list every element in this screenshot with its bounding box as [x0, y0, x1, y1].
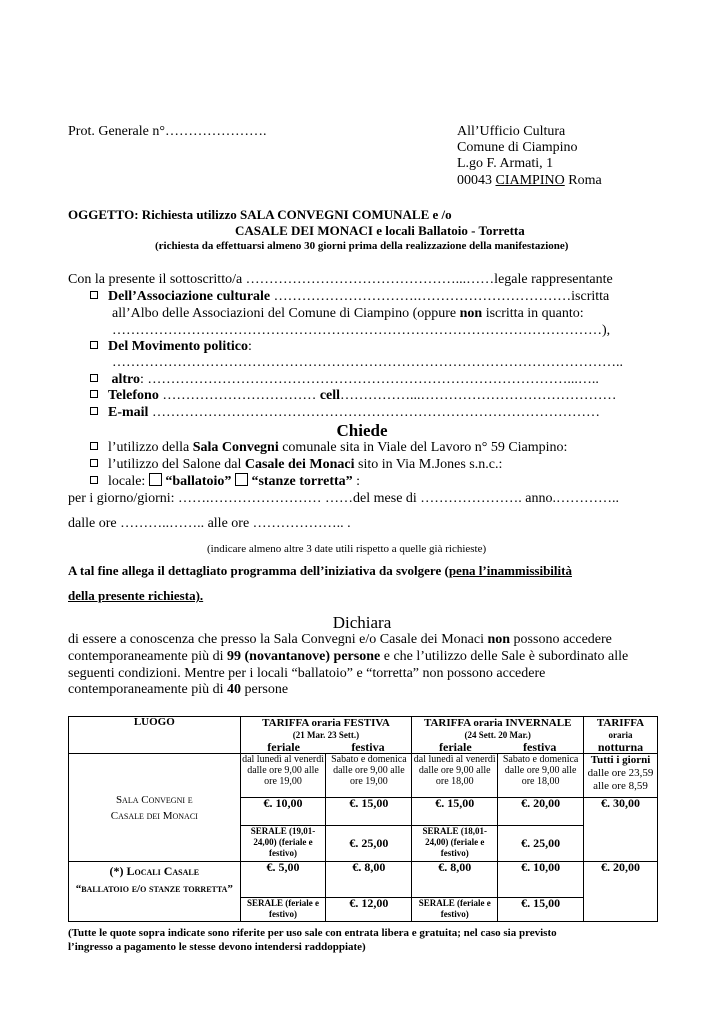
- venue-sala-casale: [69, 754, 241, 862]
- attachment-text: A tal fine allega il dettagliato programma dell’iniziativa da svolgere (: [68, 563, 449, 578]
- other-field[interactable]: : ………………………………………………………………………………...…..: [140, 372, 599, 387]
- price-cell: €. 25,00: [498, 826, 584, 862]
- phone-field[interactable]: ……………………………: [158, 388, 320, 403]
- venue-name: Casale dei Monaci: [110, 809, 198, 822]
- header-invernale-period: (24 Sett. 20 Mar.): [464, 730, 531, 740]
- declaration-line-4: [68, 682, 288, 698]
- movement-line: [90, 339, 252, 355]
- price-cell: €. 20,00: [584, 862, 658, 922]
- association-field[interactable]: ………………………….……………………………iscritta: [270, 289, 610, 304]
- checkbox-ballatoio[interactable]: [149, 473, 162, 486]
- price-cell: €. 10,00: [498, 862, 584, 898]
- dates-field[interactable]: per i giorno/giorni: …….…………………… ……del mese di …………………. anno.…………..: [68, 491, 620, 506]
- request-venue: Sala Convegni: [192, 440, 279, 455]
- declaration-text: contemporaneamente più di: [68, 649, 227, 664]
- header-notturna-oraria: oraria: [608, 730, 633, 740]
- declaration-capacity: 40: [227, 682, 241, 697]
- hours-cell: dal lunedì al venerdì dalle ore 9,00 alle ore 18,00: [412, 754, 498, 798]
- albo-line: [112, 306, 584, 322]
- subject-note: (richiesta da effettuarsi almeno 30 giorni prima della realizzazione della manifestazione): [155, 240, 569, 252]
- attachment-penalty: pena l’inammissibilità: [448, 563, 572, 578]
- hours-cell: dal lunedì al venerdì dalle ore 9,00 alle ore 19,00: [240, 754, 326, 798]
- protocol-number: Prot. Generale n°………………….: [68, 124, 267, 139]
- footnote: [68, 926, 656, 954]
- price-cell: €. 15,00: [498, 898, 584, 922]
- email-field[interactable]: ……………………………………………………………………………………: [148, 405, 600, 420]
- header-feriale: feriale: [267, 740, 300, 754]
- movement-field[interactable]: ………………………………………………………………………………………………..: [112, 355, 623, 370]
- header-festiva-sub: festiva: [523, 740, 557, 754]
- email-line: [90, 405, 600, 421]
- price-cell: €. 25,00: [326, 826, 412, 862]
- cell-label: cell: [319, 388, 341, 403]
- hours-field[interactable]: dalle ore ………..…….. alle ore ……………….. .: [68, 516, 351, 531]
- request-text: l’utilizzo del Salone dal: [108, 457, 245, 472]
- declaration-line-3: seguenti condizioni. Mentre per i locali “ballatoio” e “torretta” non possono accedere: [68, 666, 546, 681]
- albo-text-end: iscritta in quanto:: [482, 306, 584, 321]
- serale-cell: SERALE (feriale e festivo): [240, 898, 326, 922]
- declaration-text: di essere a conoscenza che presso la Sala Convegni e/o Casale dei Monaci: [68, 632, 488, 647]
- locale-label: locale:: [108, 474, 146, 489]
- serale-cell: SERALE (18,01-24,00) (feriale e festivo): [412, 826, 498, 862]
- subject-line-2: CASALE DEI MONACI e locali Ballatoio - Torretta: [235, 223, 525, 238]
- header-festiva-period: (21 Mar. 23 Sett.): [292, 730, 360, 740]
- price-cell: €. 20,00: [498, 798, 584, 826]
- request-casale: [90, 457, 502, 473]
- phone-line: [90, 388, 617, 404]
- price-cell: €. 15,00: [326, 798, 412, 826]
- header-feriale: feriale: [439, 740, 472, 754]
- hours-cell: Sabato e domenica dalle ore 9,00 alle ore 18,00: [498, 754, 584, 798]
- province: Roma: [564, 173, 602, 188]
- albo-non: non: [459, 306, 483, 321]
- declaration-non: non: [487, 632, 511, 647]
- bullet-icon: [90, 291, 98, 299]
- subject-line-1: OGGETTO: Richiesta utilizzo SALA CONVEGNI COMUNALE e /o: [68, 207, 452, 222]
- declaration-line-2: [68, 649, 628, 665]
- other-label: altro: [108, 372, 141, 387]
- bullet-icon: [90, 374, 98, 382]
- serale-cell: SERALE (feriale e festivo): [412, 898, 498, 922]
- postal-code: 00043: [457, 173, 496, 188]
- attachment-line-2: della presente richiesta).: [68, 588, 204, 603]
- declaration-line-1: [68, 632, 612, 648]
- bullet-icon: [90, 407, 98, 415]
- request-address: sito in Via M.Jones s.n.c.:: [354, 457, 503, 472]
- hours-every-day: Tutti i giorni: [590, 754, 651, 766]
- recipient-office: All’Ufficio Cultura: [457, 124, 566, 139]
- albo-text: all’Albo delle Associazioni del Comune di Ciampino (oppure: [112, 306, 460, 321]
- bullet-icon: [90, 442, 98, 450]
- header-notturna-title: TARIFFA: [596, 717, 645, 729]
- table-header-row: [69, 717, 658, 754]
- request-venue: Casale dei Monaci: [244, 457, 355, 472]
- header-notturna-sub: notturna: [597, 740, 644, 754]
- option-torretta: “stanze torretta”: [251, 474, 353, 489]
- price-cell: €. 30,00: [584, 798, 658, 862]
- declaration-text-end: e che l’utilizzo delle Sale è subordinato alle: [380, 649, 629, 664]
- association-line: [90, 289, 609, 305]
- locale-colon: :: [352, 474, 361, 489]
- header-festiva-title: TARIFFA oraria FESTIVA: [262, 717, 390, 729]
- serale-cell: SERALE (19,01-24,00) (feriale e festivo): [240, 826, 326, 862]
- albo-reason-field[interactable]: ……………………………………………………………………………………………),: [112, 323, 611, 338]
- email-label: E-mail: [108, 405, 149, 420]
- attachment-line: [68, 563, 572, 579]
- venue-name: Sala Convegni e: [115, 793, 193, 806]
- recipient-street: L.go F. Armati, 1: [457, 156, 554, 171]
- option-ballatoio: “ballatoio”: [165, 474, 232, 489]
- venue-locali-casale: [69, 862, 241, 922]
- movement-label: Del Movimento politico: [108, 339, 248, 354]
- phone-label: Telefono: [108, 388, 159, 403]
- chiede-heading: Chiede: [336, 421, 388, 440]
- price-cell: €. 12,00: [326, 898, 412, 922]
- request-sala-convegni: [90, 440, 567, 456]
- bullet-icon: [90, 476, 98, 484]
- cell-field[interactable]: ……………...……………………………………: [340, 388, 617, 403]
- rates-table: [68, 716, 658, 922]
- table-row: [69, 862, 658, 898]
- movement-colon: :: [247, 339, 252, 354]
- venue-name: “ballatoio e/o stanze torretta”: [75, 883, 233, 895]
- dates-note: (indicare almeno altre 3 date utili rispetto a quelle già richieste): [207, 543, 487, 555]
- other-line: [90, 372, 599, 388]
- bullet-icon: [90, 341, 98, 349]
- request-text: l’utilizzo della: [108, 440, 193, 455]
- price-cell: €. 5,00: [240, 862, 326, 898]
- header-luogo: LUOGO: [69, 717, 241, 754]
- header-festiva: [240, 717, 412, 754]
- header-notturna: [584, 717, 658, 754]
- header-invernale-title: TARIFFA oraria INVERNALE: [423, 717, 572, 729]
- declaration-text-end: possono accedere: [510, 632, 612, 647]
- hours-cell: [584, 754, 658, 798]
- price-cell: €. 8,00: [326, 862, 412, 898]
- city-name: CIAMPINO: [495, 173, 565, 188]
- price-cell: €. 15,00: [412, 798, 498, 826]
- declaration-text: contemporaneamente più di: [68, 682, 227, 697]
- recipient-municipality: Comune di Ciampino: [457, 140, 578, 155]
- price-cell: €. 10,00: [240, 798, 326, 826]
- header-invernale: [412, 717, 584, 754]
- dichiara-heading: Dichiara: [332, 613, 392, 632]
- intro-line: Con la presente il sottoscritto/a ………………………………………...……legale rappresentante: [68, 272, 613, 287]
- venue-name: (*) Locali Casale: [109, 864, 200, 878]
- declaration-capacity: 99 (novantanove) persone: [227, 649, 381, 664]
- declaration-text-end: persone: [241, 682, 289, 697]
- association-label: Dell’Associazione culturale: [108, 289, 271, 304]
- hours-cell: Sabato e domenica dalle ore 9,00 alle ore 19,00: [326, 754, 412, 798]
- checkbox-torretta[interactable]: [235, 473, 248, 486]
- footnote-line-2: l’ingresso a pagamento le stesse devono intendersi raddoppiate): [68, 941, 366, 953]
- bullet-icon: [90, 390, 98, 398]
- table-row: [69, 754, 658, 798]
- request-address: comunale sita in Viale del Lavoro n° 59 Ciampino:: [278, 440, 568, 455]
- hours-night: dalle ore 23,59 alle ore 8,59: [587, 767, 654, 792]
- request-locale: [90, 473, 360, 490]
- bullet-icon: [90, 459, 98, 467]
- price-cell: €. 8,00: [412, 862, 498, 898]
- footnote-line-1: (Tutte le quote sopra indicate sono riferite per uso sale con entrata libera e gratuita; nel caso sia previsto: [68, 927, 557, 939]
- recipient-city: [457, 173, 602, 189]
- header-festiva-sub: festiva: [351, 740, 385, 754]
